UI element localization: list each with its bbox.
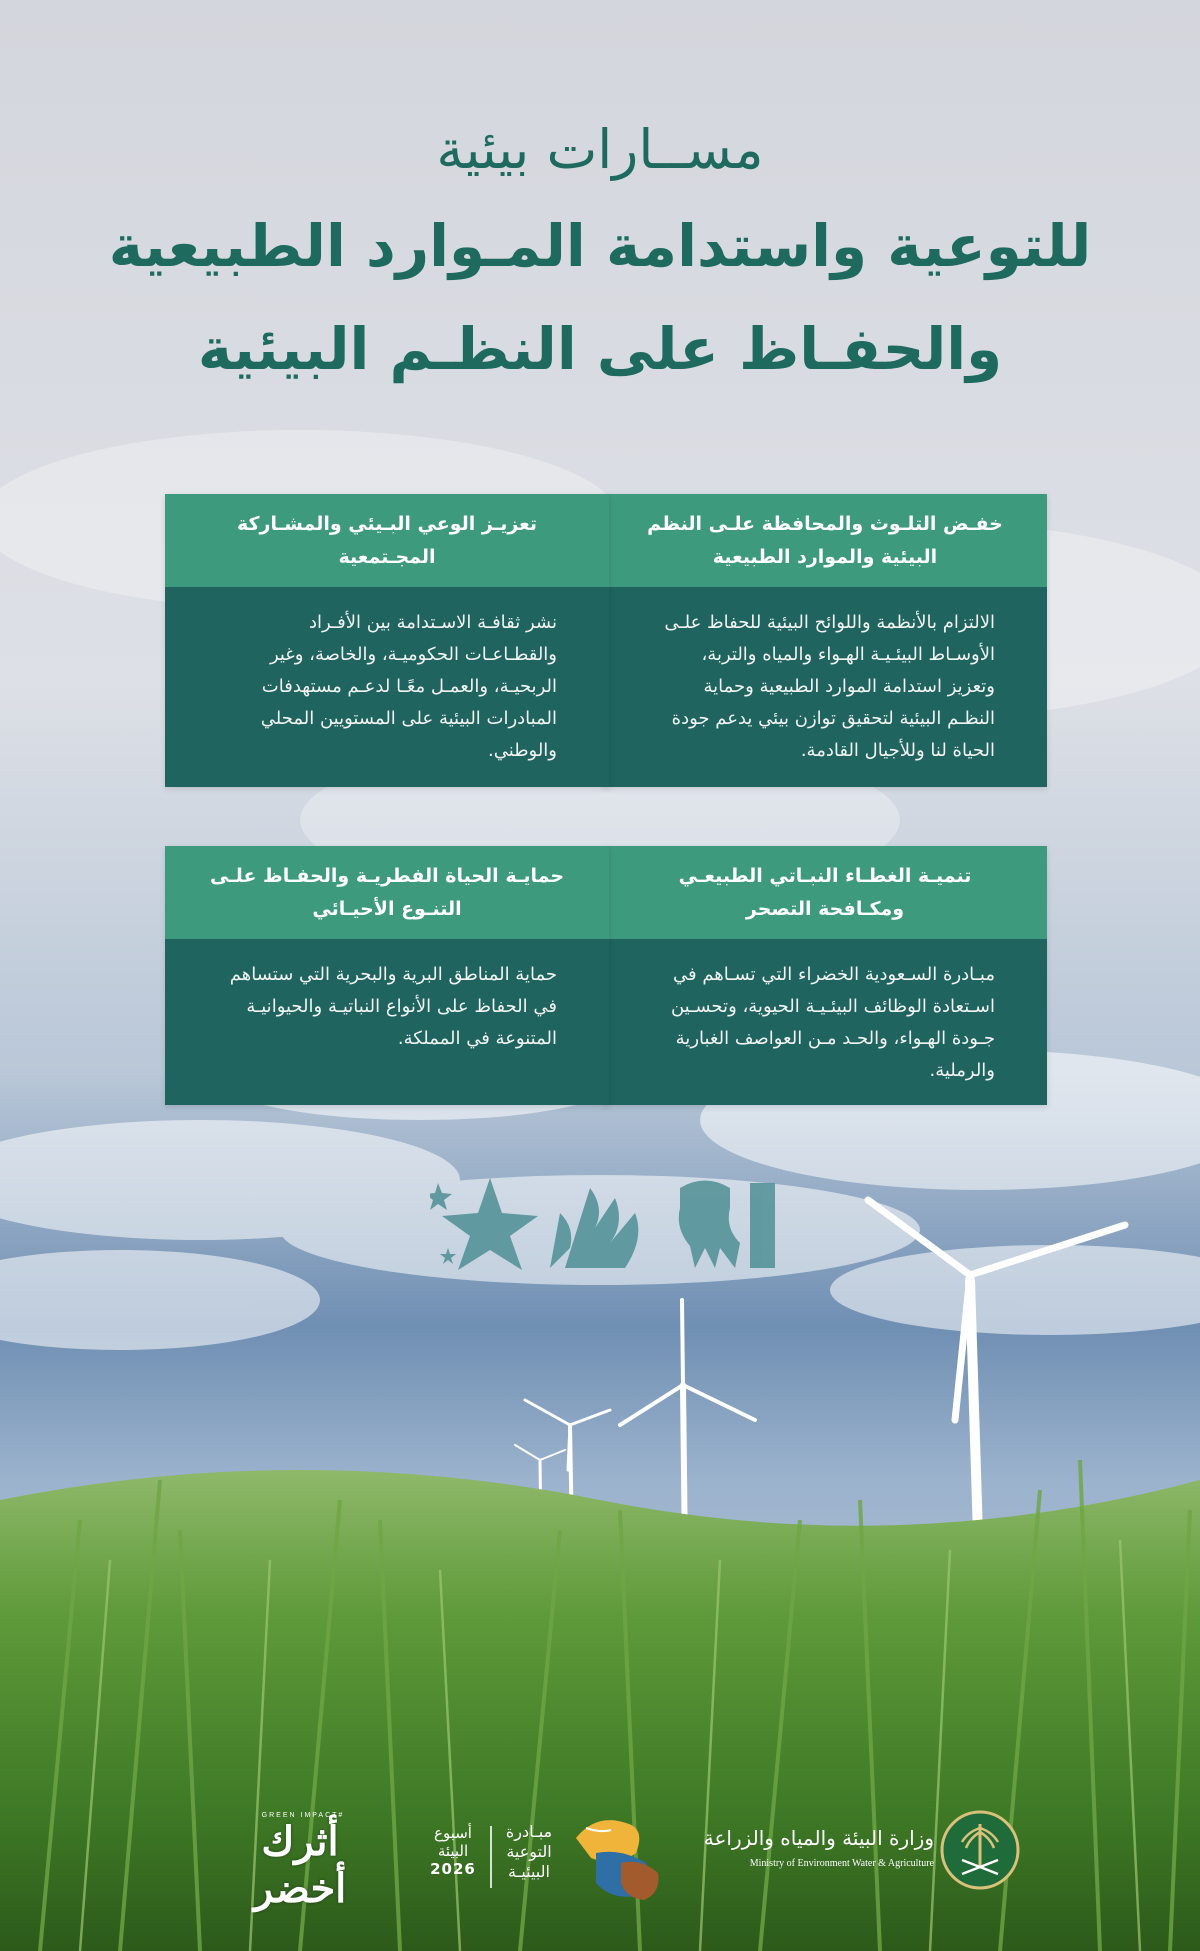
week-line-2: البيئة bbox=[437, 1842, 469, 1860]
info-card-vegetation bbox=[603, 846, 1047, 1105]
initiative-name bbox=[494, 1822, 564, 1882]
poster-title-line-2: والحفـاظ على النظـم البيئية bbox=[197, 315, 1003, 383]
poster-title-line-1: للتوعية واستدامة المـوارد الطبيعية bbox=[108, 212, 1092, 280]
ministry-name-ar: وزارة البيئة والمياه والزراعة bbox=[703, 1826, 934, 1850]
coral-icon bbox=[550, 1188, 638, 1268]
octopus-icon bbox=[679, 1181, 775, 1269]
card-title: خفـض التلـوث والمحافظة علـى النظم البيئية والموارد الطبيعية bbox=[603, 494, 1047, 587]
card-body: الالتزام بالأنظمة واللوائح البيئية للحفاظ علـى الأوسـاط البيئـيـة الهـواء والمياه والتربة، وتعزيز استدامة الموارد الطبيعية وحماية النظـم البيئية لتحقيق توازن بيئي يدعم جودة الحياة لنا وللأجيال القادمة. bbox=[603, 587, 1047, 787]
environment-week bbox=[420, 1824, 486, 1878]
starfish-icon bbox=[430, 1178, 538, 1270]
green-impact-tag: #GREEN IMPACT bbox=[261, 1812, 345, 1819]
initiative-line-2: التوعية bbox=[506, 1842, 552, 1861]
week-year: 2026 bbox=[430, 1860, 476, 1878]
palm-swords-emblem-icon bbox=[940, 1810, 1020, 1890]
initiative-line-3: البيئيـة bbox=[508, 1862, 550, 1881]
week-line-1: أسبوع bbox=[434, 1824, 472, 1842]
info-card-wildlife bbox=[165, 846, 609, 1105]
card-body: حماية المناطق البرية والبحرية التي ستساهم في الحفاظ على الأنواع النباتيـة والحيوانيـة المتنوعة في المملكة. bbox=[165, 939, 609, 1105]
card-body: مبـادرة السـعودية الخضراء التي تسـاهم في اسـتعادة الوظائف البيئـيـة الحيوية، وتحسـين جـودة الهـواء، والحـد مـن العواصف الغبارية والرملية. bbox=[603, 939, 1047, 1105]
footer-divider bbox=[490, 1826, 492, 1888]
poster-subtitle: مســارات بيئية bbox=[436, 118, 764, 181]
card-body: نشر ثقافـة الاسـتدامة بين الأفـراد والقطـاعـات الحكوميـة، والخاصة، وغير الربحيـة، والعمـل معًـا لدعـم مستهدفات المبادرات البيئية على المستويين المحلي والوطني. bbox=[165, 587, 609, 787]
info-card-awareness bbox=[165, 494, 609, 787]
environment-emblem bbox=[430, 1168, 780, 1278]
card-title: حمايـة الحياة الفطريـة والحفـاظ علـى التنـوع الأحيـائي bbox=[165, 846, 609, 939]
ministry-name-en: Ministry of Environment Water & Agriculture bbox=[749, 1858, 934, 1869]
card-title: تنميـة الغطـاء النبـاتي الطبيعـي ومكـافحة التصحر bbox=[603, 846, 1047, 939]
info-card-pollution bbox=[603, 494, 1047, 787]
initiative-line-1: مبـادرة bbox=[505, 1822, 553, 1841]
initiative-logo-icon bbox=[566, 1808, 666, 1904]
green-impact-logo: أثرك أخضر bbox=[253, 1818, 347, 1912]
footer-logos bbox=[0, 1796, 1200, 1916]
card-title: تعزيـز الوعي البـيئي والمشـاركة المجـتمعية bbox=[165, 494, 609, 587]
